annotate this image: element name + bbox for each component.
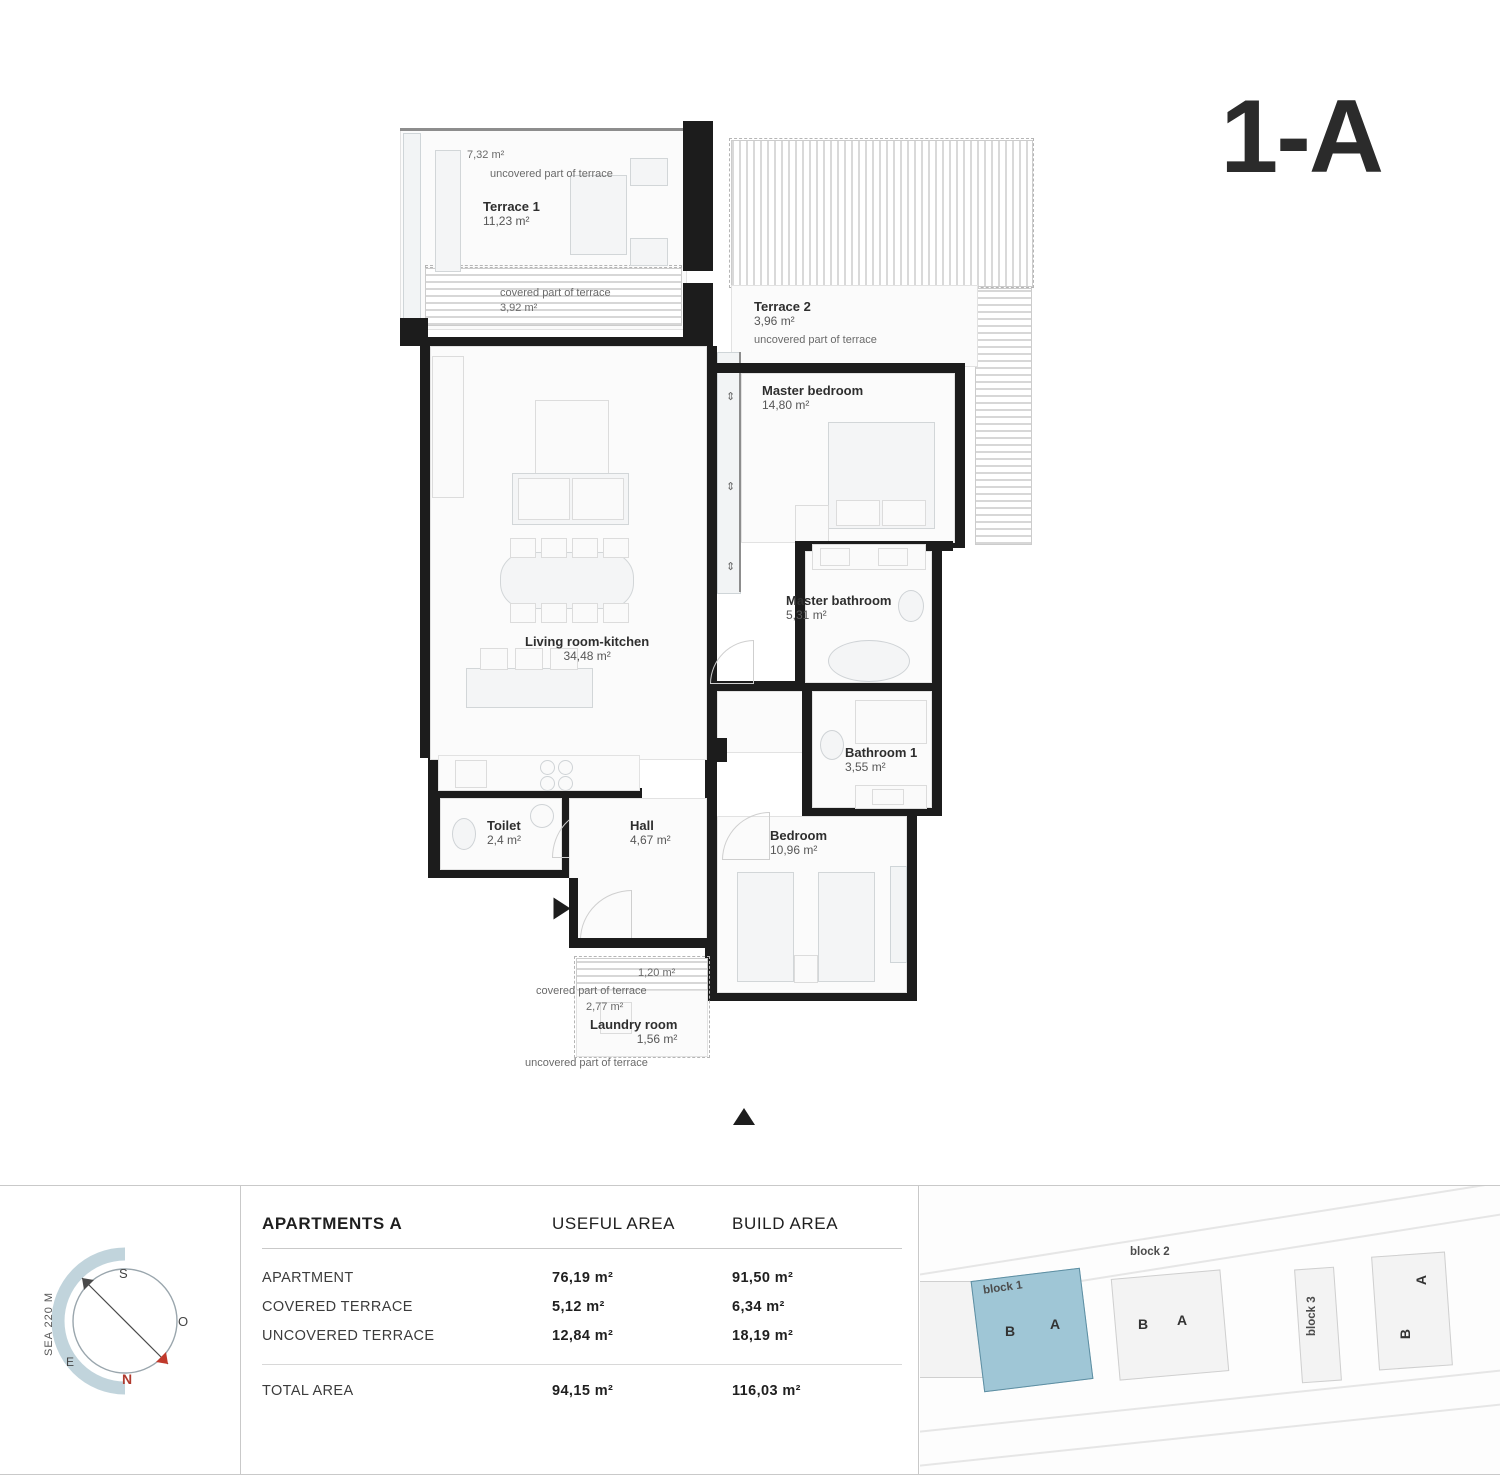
terrace-1-table [570,175,627,255]
row-useful-uncovered-terrace: 12,84 m² [552,1328,614,1344]
wall-corridor-door-jamb [713,738,727,762]
pergola-outline [729,138,1034,288]
wall-living-top [428,337,713,346]
bath1-wc [820,730,844,760]
kitchen-sink-burner-d [558,776,573,791]
sitemap-block-1-label: block 1 [982,1279,1024,1297]
sitemap-block-3-unit-b: B [1397,1328,1414,1340]
svg-text:E: E [66,1355,75,1369]
kitchen-sink-burner-a [540,760,555,775]
sitemap-block-2-shape [1111,1269,1229,1380]
entry-direction-marker [554,898,571,920]
sitemap-block-1-unit-a: A [1050,1316,1061,1332]
svg-text:N: N [122,1371,133,1387]
sitemap-road-d [920,1398,1500,1469]
legend-divider-left [240,1186,241,1474]
wall-hall-bottom [569,938,715,948]
svg-text:S: S [119,1266,128,1281]
master-wardrobe [795,505,829,542]
sitemap-block-2-label: block 2 [1130,1246,1170,1258]
svg-text:SEA 220 M: SEA 220 M [43,1291,55,1356]
living-room-sofa-cushion-b [572,478,624,520]
wall-terrace1-right-lower [683,283,713,345]
living-room-tv-unit [535,400,609,474]
bedroom-bed-a [737,872,794,982]
row-useful-covered-terrace: 5,12 m² [552,1299,605,1315]
wall-terrace1-right [683,121,713,271]
dining-table [500,552,634,609]
master-bath-basin-b [878,548,908,566]
terrace-2-uncovered-note: uncovered part of terrace [754,334,877,346]
row-build-covered-terrace: 6,34 m² [732,1299,785,1315]
bedroom-window [890,866,907,963]
row-label-apartment: APARTMENT [262,1270,354,1286]
room-label-laundry-room: Laundry room 1,56 m² [590,1017,678,1046]
terrace-2-side-hatch [975,288,1032,545]
bedroom-nightstand [794,955,818,983]
legend-divider-right [918,1186,919,1474]
areas-table-header [262,1214,902,1249]
slider-arrow-3: ⇕ [726,561,736,573]
corridor-area [717,691,804,753]
toilet-washbasin [530,804,554,828]
wall-top-left-column [400,318,428,346]
sitemap-block-2-unit-b: B [1138,1316,1149,1332]
compass-rose [30,1226,220,1416]
bedroom-bed-b [818,872,875,982]
row-useful-total: 94,15 m² [552,1383,614,1399]
compass-icon [30,1226,220,1416]
dining-chair-5 [510,603,536,623]
master-pillow-a [836,500,880,526]
table-row [262,1263,902,1292]
master-pillow-b [882,500,926,526]
living-room-sofa-cushion-a [518,478,570,520]
wall-bath1-left [802,691,812,816]
wall-toilet-left [430,798,440,878]
terrace-1-sideboard [435,150,461,272]
areas-header-build: BUILD AREA [732,1214,839,1233]
table-row-total [262,1364,902,1405]
room-label-hall: Hall 4,67 m² [630,818,671,847]
slider-arrow-2: ⇕ [726,481,736,493]
kitchen-island [466,668,593,708]
areas-table [262,1214,902,1405]
site-map [920,1186,1500,1474]
table-row [262,1292,902,1321]
bath1-basin [872,789,904,805]
sitemap-block-3-right-shape [1371,1252,1453,1371]
areas-table-body [262,1249,902,1350]
row-label-covered-terrace: COVERED TERRACE [262,1299,413,1315]
dining-chair-8 [603,603,629,623]
areas-header-useful: USEFUL AREA [552,1214,676,1233]
areas-header-title: APARTMENTS A [262,1214,403,1233]
terrace-1-outline-top [400,128,685,131]
legend-bar [0,1185,1500,1475]
laundry-covered-note: covered part of terrace [536,985,647,997]
row-label-uncovered-terrace: UNCOVERED TERRACE [262,1328,435,1344]
master-bath-bathtub [828,640,910,682]
toilet-wc [452,818,476,850]
laundry-covered-area-label: 1,20 m² [638,967,676,979]
kitchen-sink-burner-c [540,776,555,791]
room-label-terrace-2: Terrace 2 3,96 m² [754,299,811,328]
kitchen-sink-burner-b [558,760,573,775]
dining-chair-6 [541,603,567,623]
room-label-master-bathroom: Master bathroom 5,31 m² [786,593,892,622]
svg-text:O: O [178,1314,189,1329]
sitemap-block-3-label: block 3 [1306,1296,1318,1336]
room-label-master-bedroom: Master bedroom 14,80 m² [762,383,864,412]
dining-chair-7 [572,603,598,623]
sitemap-block-3-unit-a: A [1413,1274,1430,1286]
table-row [262,1321,902,1350]
room-label-bathroom-1: Bathroom 1 3,55 m² [845,745,918,774]
kitchen-sink [455,760,487,788]
room-label-toilet: Toilet 2,4 m² [487,818,522,847]
master-bath-wc [898,590,924,622]
room-label-living-room-kitchen: Living room-kitchen 34,48 m² [525,634,650,663]
room-label-terrace-1: Terrace 1 11,23 m² [483,199,540,228]
wall-master-top [713,363,963,373]
terrace-1-covered-note: covered part of terrace [500,287,611,299]
slider-arrow-1: ⇕ [726,391,736,403]
row-build-total: 116,03 m² [732,1383,801,1399]
row-build-uncovered-terrace: 18,19 m² [732,1328,794,1344]
terrace-1-uncovered-area-label: 7,32 m² [467,149,505,161]
row-label-total: TOTAL AREA [262,1383,354,1399]
living-room-shelving [432,356,464,498]
terrace-1-railing-left [403,133,421,325]
wall-living-left [420,346,430,758]
terrace-1-covered-area-label: 3,92 m² [500,302,538,314]
laundry-uncovered-note: uncovered part of terrace [525,1057,648,1069]
row-build-apartment: 91,50 m² [732,1270,794,1286]
room-label-bedroom: Bedroom 10,96 m² [770,828,828,857]
terrace-1-chair-b [630,238,668,266]
dining-chair-1 [510,538,536,558]
bath1-shower [855,700,927,744]
unit-code: 1-A [1220,79,1382,195]
terrace-1-chair-a [630,158,668,186]
kitchen-stool-1 [480,648,508,670]
dining-chair-2 [541,538,567,558]
dining-chair-4 [603,538,629,558]
sitemap-block-2-unit-a: A [1177,1312,1188,1328]
terrace-1-uncovered-note: uncovered part of terrace [490,168,613,180]
dining-chair-3 [572,538,598,558]
living-room-sliding-doors [717,352,741,594]
north-arrow [733,1108,755,1125]
master-bath-basin-a [820,548,850,566]
sitemap-block-1-unit-b: B [1005,1323,1016,1339]
sitemap-block-3-shape [1294,1267,1342,1384]
laundry-uncovered-area-label: 2,77 m² [586,1001,624,1013]
row-useful-apartment: 76,19 m² [552,1270,614,1286]
